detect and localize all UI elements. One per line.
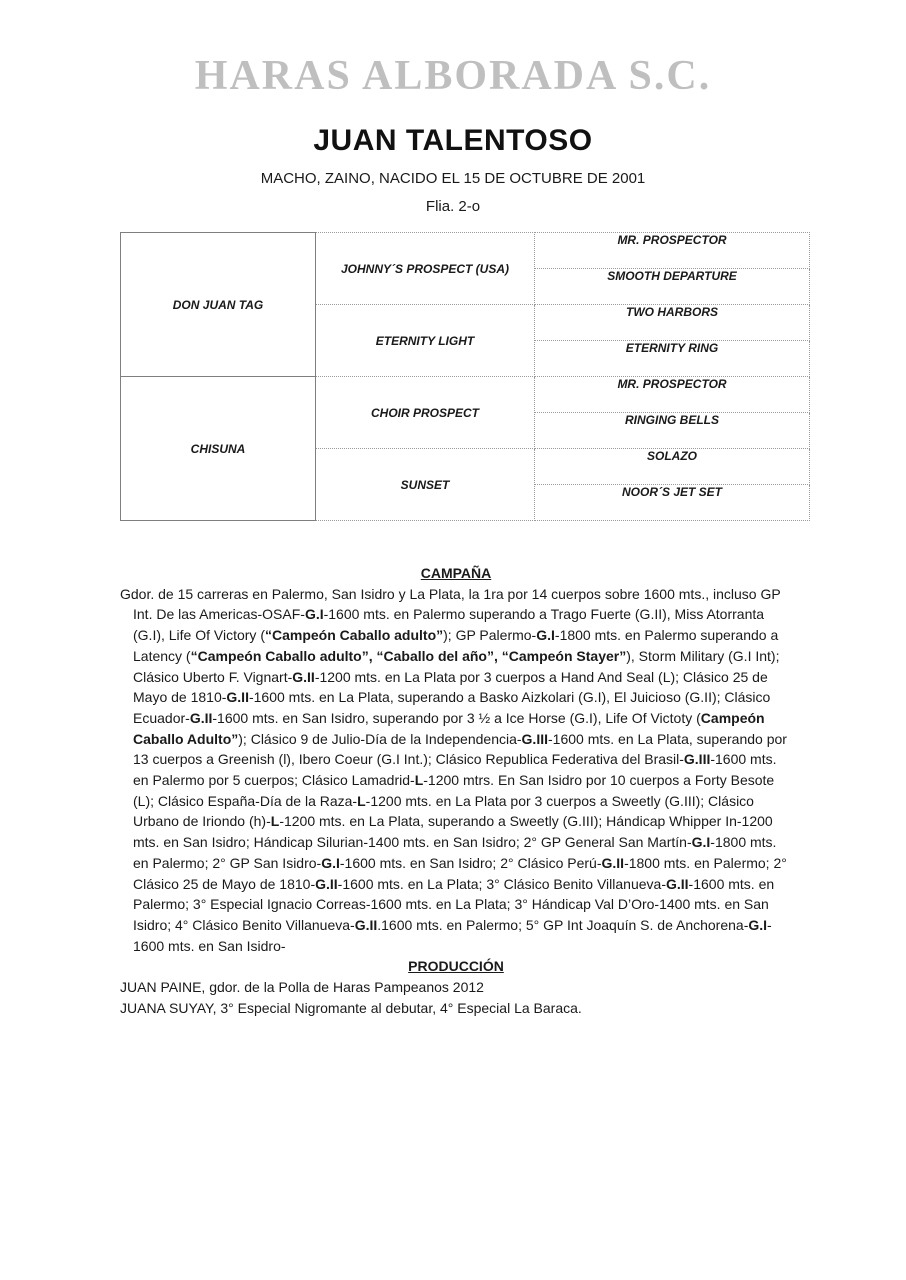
- gen3-cell-1: MR. PROSPECTOR: [535, 233, 810, 269]
- dam-dam-cell: SUNSET: [316, 449, 535, 521]
- gen3-cell-2: SMOOTH DEPARTURE: [535, 269, 810, 305]
- pedigree-row: [121, 233, 810, 269]
- horse-name-title: JUAN TALENTOSO: [313, 124, 593, 157]
- production-line-1: JUAN PAINE, gdor. de la Polla de Haras Pampeanos 2012: [120, 979, 484, 996]
- dam-sire-cell: CHOIR PROSPECT: [316, 377, 535, 449]
- pedigree-row: [121, 377, 810, 413]
- gen3-cell-8: NOOR´S JET SET: [535, 485, 810, 521]
- sire-cell: DON JUAN TAG: [121, 233, 316, 377]
- campaign-heading: CAMPAÑA: [420, 565, 492, 581]
- body-text-block: [120, 563, 792, 1018]
- gen3-cell-7: SOLAZO: [535, 449, 810, 485]
- gen3-cell-4: ETERNITY RING: [535, 341, 810, 377]
- family-line: Flia. 2-o: [425, 198, 481, 215]
- dam-cell: CHISUNA: [121, 377, 316, 521]
- horse-description-line: MACHO, ZAINO, NACIDO EL 15 DE OCTUBRE DE 2001: [260, 170, 646, 187]
- gen3-cell-6: RINGING BELLS: [535, 413, 810, 449]
- pedigree-table: [120, 232, 810, 521]
- campaign-paragraph: Gdor. de 15 carreras en Palermo, San Isidro y La Plata, la 1ra por 14 cuerpos sobre 1600 mts., incluso GP Int. De las Americas-OSAF-G.I-1600 mts. en Palermo superando a Trago Fuerte (G.II), Miss Atorranta (G.I), Life Of Victory (“Campeón Caballo adulto”); GP Palermo-G.I-1800 mts. en Palermo superando a Latency (“Campeón Caballo adulto”, “Caballo del año”, “Campeón Stayer”), Storm Military (G.I Int); Clásico Uberto F. Vignart-G.II-1200 mts. en La Plata por 3 cuerpos a Hand And Seal (L); Clásico 25 de Mayo de 1810-G.II-1600 mts. en La Plata, superando a Basko Aizkolari (G.I), El Juicioso (G.II); Clásico Ecuador-G.II-1600 mts. en San Isidro, superando por 3 ½ a Ice Horse (G.I), Life Of Victoty (Campeón Caballo Adulto”); Clásico 9 de Julio-Día de la Independencia-G.III-1600 mts. en La Plata, superando por 13 cuerpos a Greenish (l), Ibero Coeur (G.I Int.); Clásico Republica Federativa del Brasil-G.III-1600 mts. en Palermo por 5 cuerpos; Clásico Lamadrid-L-1200 mtrs. En San Isidro por 10 cuerpos a Forty Besote (L); Clásico España-Día de la Raza-L-1200 mts. en La Plata por 3 cuerpos a Sweetly (G.III); Clásico Urbano de Iriondo (h)-L-1200 mts. en La Plata, superando a Sweetly (G.III); Hándicap Whipper In-1200 mts. en San Isidro; Hándicap Silurian-1400 mts. en San Isidro; 2° GP General San Martín-G.I-1800 mts. en Palermo; 2° GP San Isidro-G.I-1600 mts. en San Isidro; 2° Clásico Perú-G.II-1800 mts. en Palermo; 2° Clásico 25 de Mayo de 1810-G.II-1600 mts. en La Plata; 3° Clásico Benito Villanueva-G.II-1600 mts. en Palermo; 3° Especial Ignacio Correas-1600 mts. en La Plata; 3° Hándicap Val D’Oro-1400 mts. en San Isidro; 4° Clásico Benito Villanueva-G.II.1600 mts. en Palermo; 5° GP Int Joaquín S. de Anchorena-G.I-1600 mts. en San Isidro-: [120, 585, 787, 954]
- sire-sire-cell: JOHNNY´S PROSPECT (USA): [316, 233, 535, 305]
- gen3-cell-5: MR. PROSPECTOR: [535, 377, 810, 413]
- letterhead-title: HARAS ALBORADA S.C.: [194, 53, 712, 99]
- production-line-2: JUANA SUYAY, 3° Especial Nigromante al debutar, 4° Especial La Baraca.: [120, 999, 582, 1016]
- production-heading: PRODUCCIÓN: [408, 958, 504, 975]
- gen3-cell-3: TWO HARBORS: [535, 305, 810, 341]
- sire-dam-cell: ETERNITY LIGHT: [316, 305, 535, 377]
